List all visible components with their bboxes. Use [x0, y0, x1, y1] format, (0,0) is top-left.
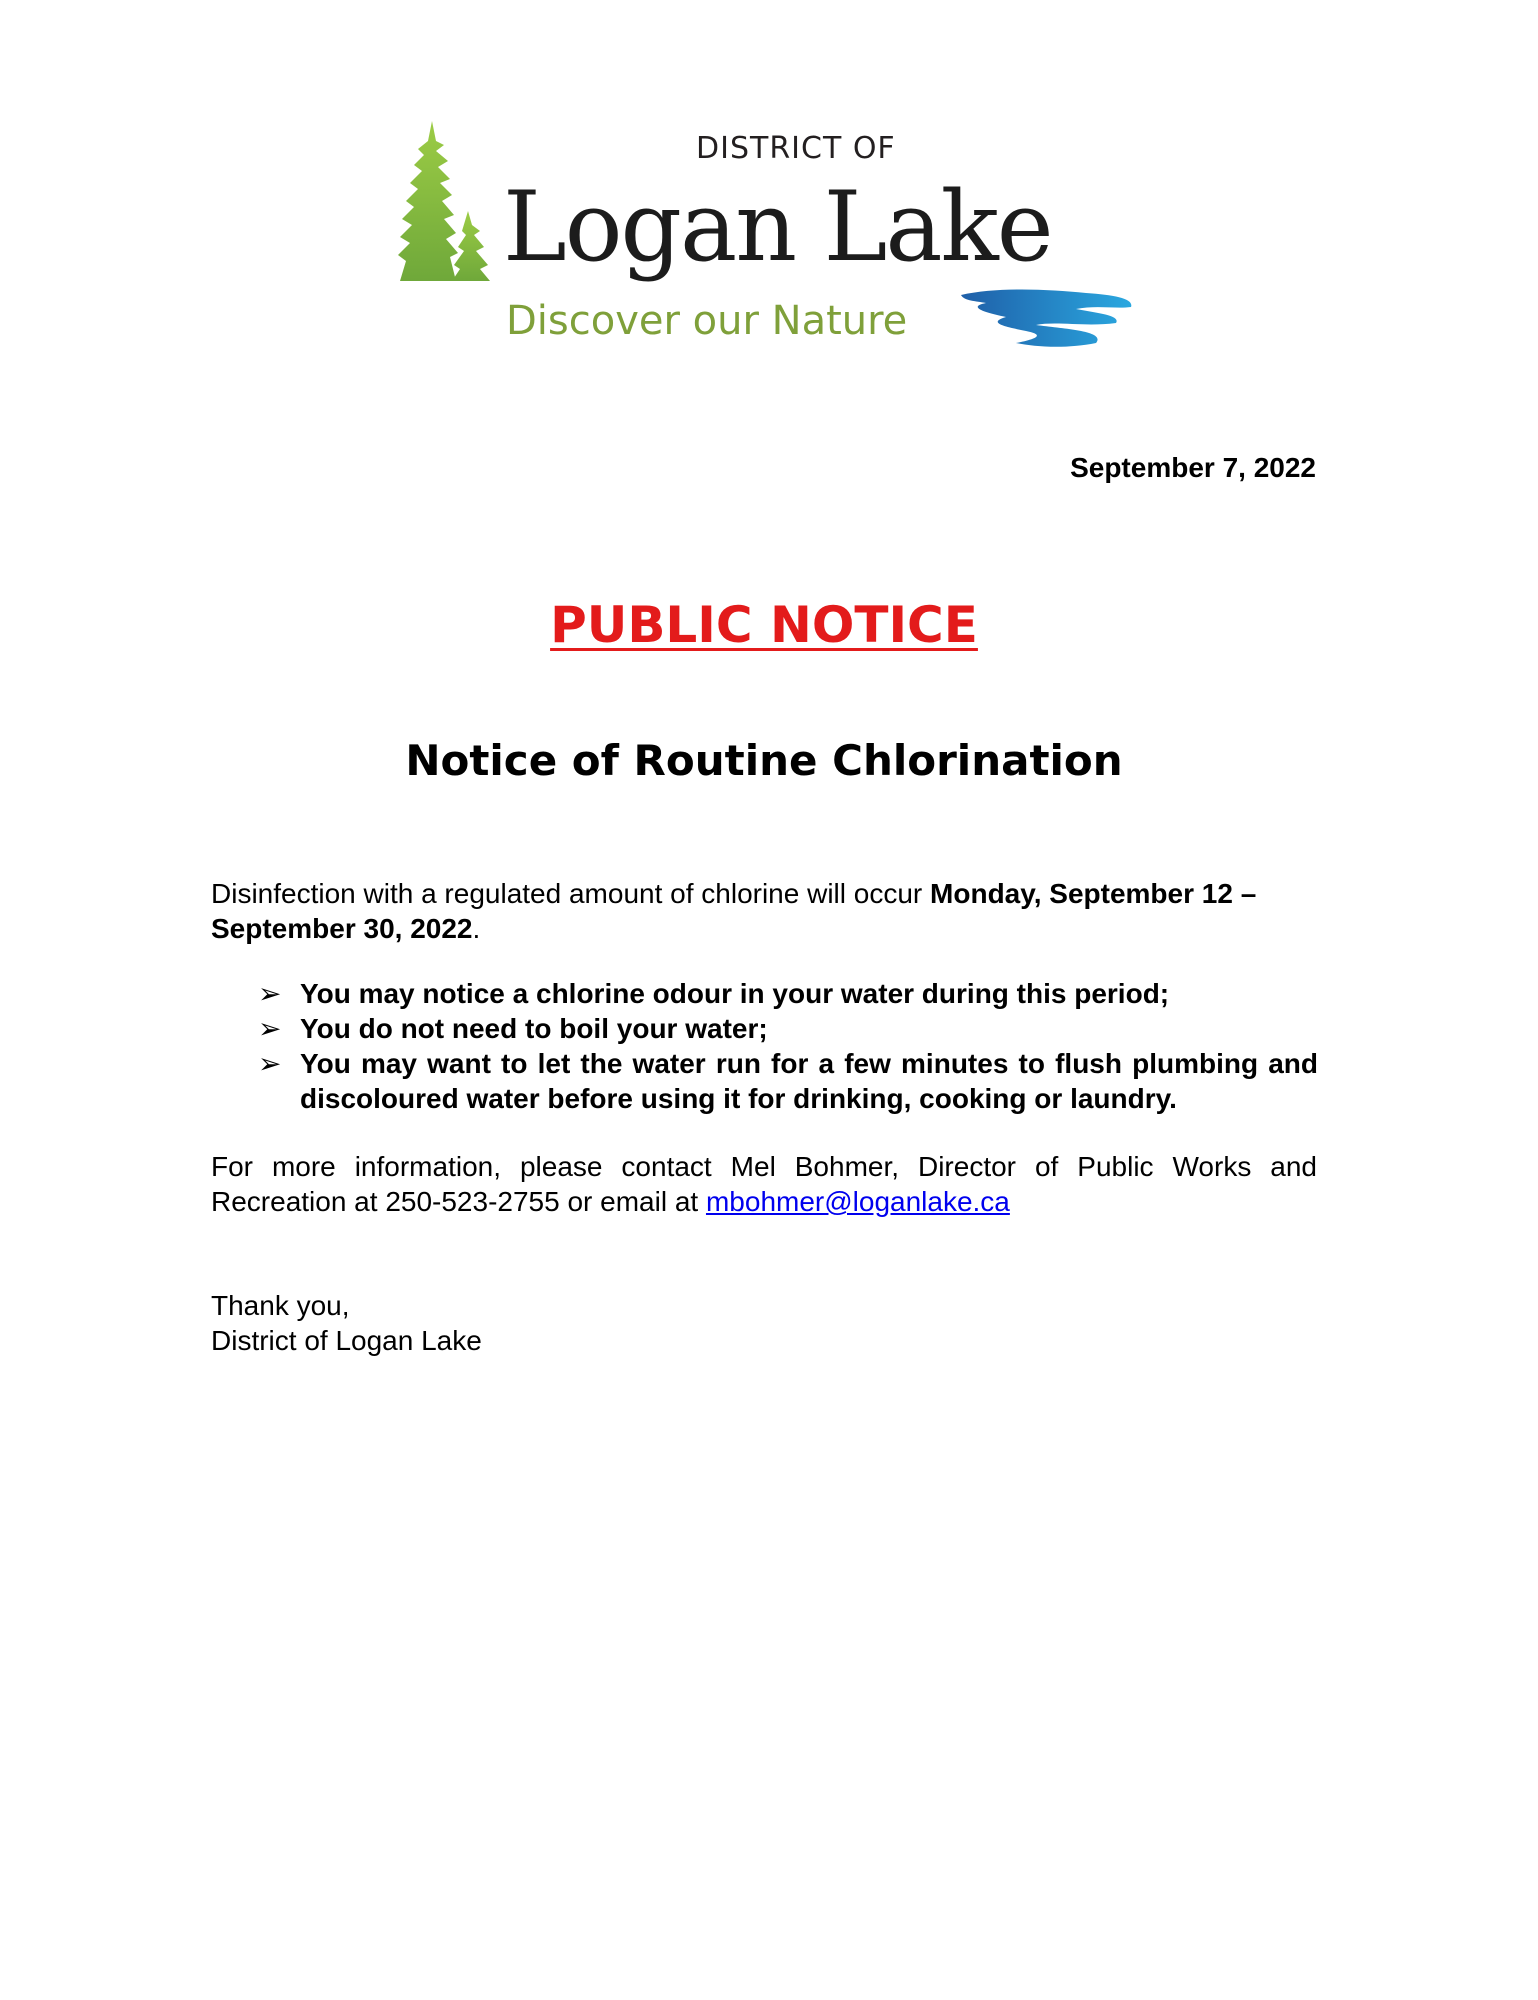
contact-text: For more information, please contact Mel Bohmer, Director of Public Works and Recreation at 250-523-2755 or email at — [211, 1151, 1317, 1217]
contact-paragraph — [211, 1149, 1317, 1219]
list-item — [258, 976, 1318, 1011]
schedule-dates: Monday, September 12 – September 30, 2022 — [211, 878, 1257, 944]
schedule-paragraph — [211, 876, 1317, 946]
list-item — [258, 1011, 1318, 1046]
list-item-text: You do not need to boil your water; — [300, 1013, 768, 1044]
schedule-end: . — [472, 913, 481, 944]
list-item-text: You may want to let the water run for a few minutes to flush plumbing and discoloured water before using it for drinking, cooking or laundry. — [300, 1048, 1318, 1114]
logo-name: Logan Lake — [503, 171, 1052, 283]
district-logo — [396, 119, 1136, 351]
notice-subtitle: Notice of Routine Chlorination — [405, 736, 1123, 785]
page-title — [0, 596, 1528, 654]
advisory-list — [258, 976, 1318, 1116]
notice-date: September 7, 2022 — [1070, 452, 1316, 483]
logo-tagline: Discover our Nature — [506, 298, 908, 344]
arrow-bullet-icon: ➢ — [258, 1013, 282, 1044]
email-link[interactable]: mbohmer@loganlake.ca — [705, 1186, 1010, 1217]
page-title-text: PUBLIC NOTICE — [550, 596, 978, 654]
logo-district-of: DISTRICT OF — [696, 131, 896, 166]
closing-signature: District of Logan Lake — [211, 1325, 482, 1356]
schedule-text: Disinfection with a regulated amount of chlorine will occur — [211, 878, 931, 909]
arrow-bullet-icon: ➢ — [258, 978, 282, 1009]
list-item — [258, 1046, 1318, 1116]
arrow-bullet-icon: ➢ — [258, 1048, 282, 1079]
closing — [211, 1288, 1317, 1358]
trees-icon — [396, 121, 506, 291]
closing-thanks: Thank you, — [211, 1290, 350, 1321]
list-item-text: You may notice a chlorine odour in your water during this period; — [300, 978, 1170, 1009]
lake-icon — [956, 287, 1136, 357]
